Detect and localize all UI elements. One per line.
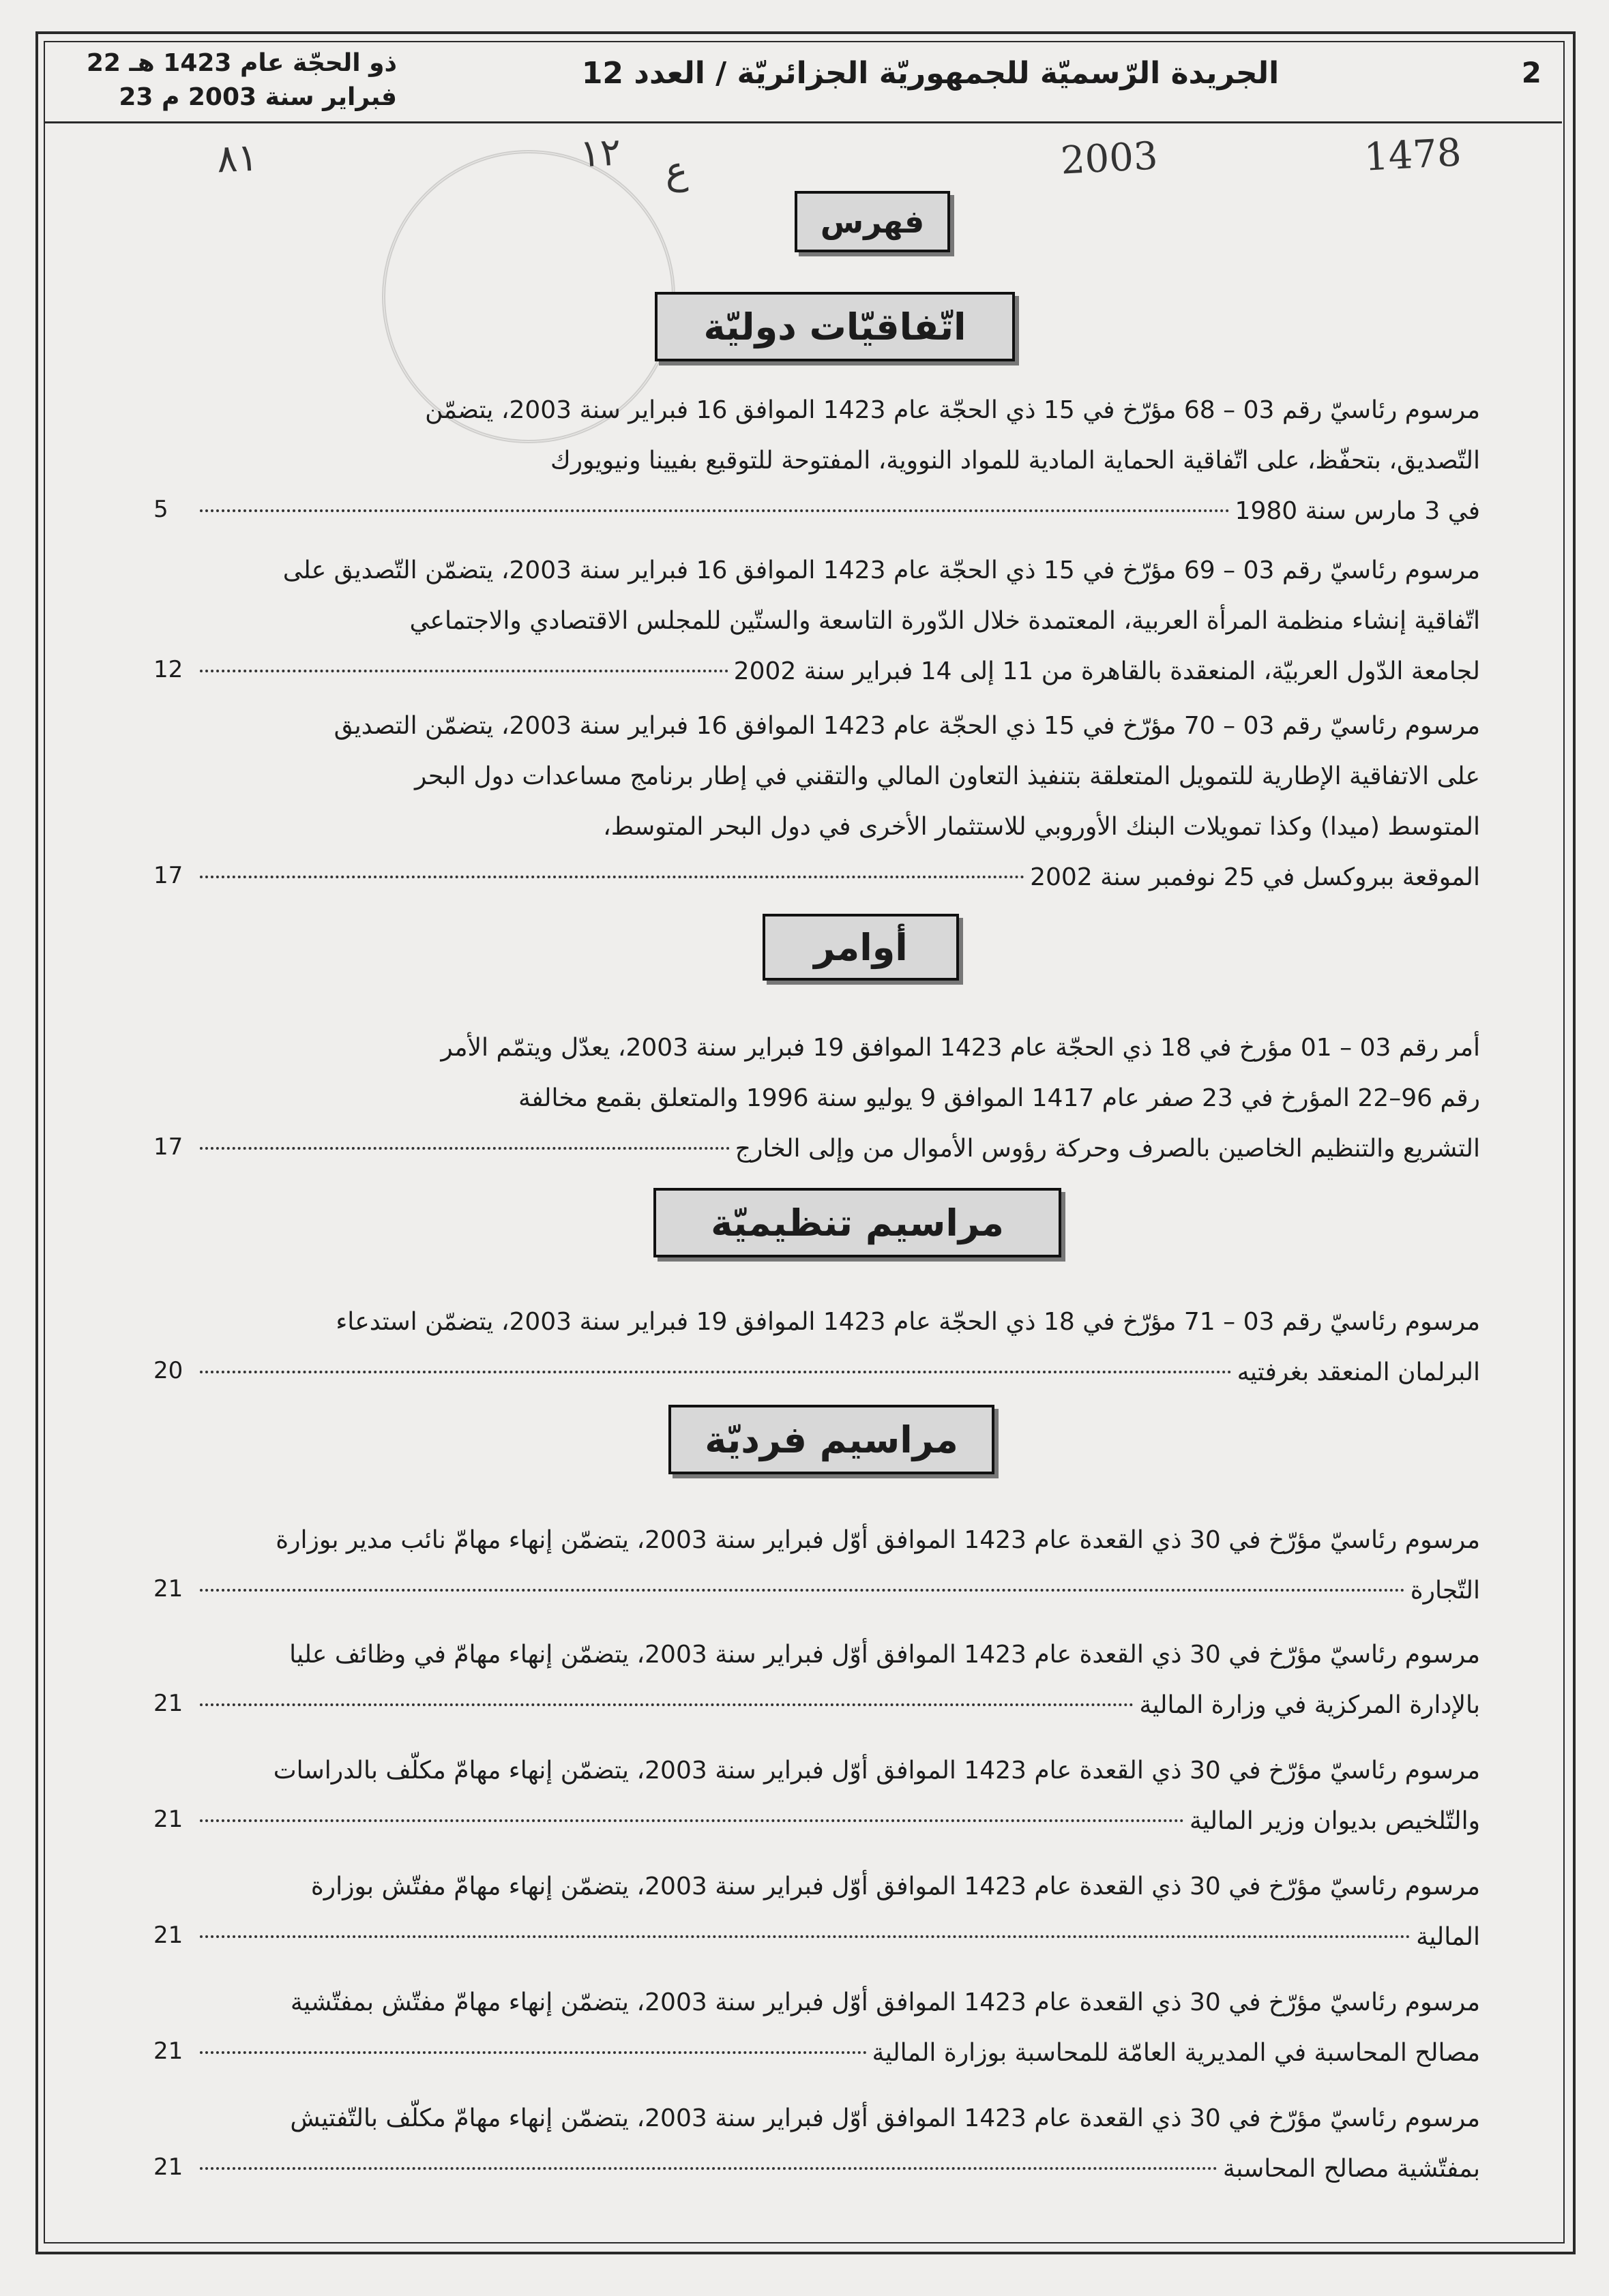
entry-last-text: المالية (1416, 1923, 1480, 1951)
entry-page-number: 21 (153, 1806, 183, 1833)
entry-line: مرسوم رئاسيّ مؤرّخ في 30 ذي القعدة عام 1423 الموافق أوّل فبراير سنة 2003، يتضمّن إنهاء مهامّ مكلّف بالتّفتيش (290, 2104, 1480, 2132)
dot-leader (200, 670, 728, 672)
entry-page-number: 21 (153, 2038, 183, 2065)
entry-last-text: التّجارة (1410, 1577, 1480, 1605)
index-entry (194, 1297, 1480, 1398)
index-title: فهرس (795, 191, 950, 252)
entry-line: على الاتفاقية الإطارية للتمويل المتعلقة بتنفيذ التعاون المالي والتقني في إطار برنامج مساعدات دول البحر (415, 762, 1480, 790)
header-page-number: 2 (1521, 56, 1541, 89)
entry-line: مرسوم رئاسيّ مؤرّخ في 30 ذي القعدة عام 1423 الموافق أوّل فبراير سنة 2003، يتضمّن إنهاء مهامّ مفتّش بوزارة (310, 1873, 1480, 1900)
dot-leader (200, 1703, 1134, 1706)
handwritten-number-left: ٨١ (216, 135, 259, 182)
entry-line: مرسوم رئاسيّ رقم 03 – 70 مؤرّخ في 15 ذي الحجّة عام 1423 الموافق 16 فبراير سنة 2003، يتضمّن التصديق (334, 712, 1480, 740)
section-title: أوامر (763, 914, 959, 981)
section-title: اتّفاقيّات دوليّة (655, 292, 1015, 361)
header-date-hijri: 22 ذو الحجّة عام 1423 هـ (86, 49, 397, 77)
entry-last-text: بالإدارة المركزية في وزارة المالية (1139, 1691, 1480, 1719)
dot-leader (200, 1935, 1411, 1938)
entry-page-number: 17 (153, 862, 183, 889)
dot-leader (200, 876, 1024, 878)
entry-last-text: بمفتّشية مصالح المحاسبة (1222, 2155, 1480, 2183)
entry-last-text: لجامعة الدّول العربيّة، المنعقدة بالقاهرة من 11 إلى 14 فبراير سنة 2002 (733, 657, 1480, 685)
index-entry (194, 546, 1480, 697)
handwritten-code: 1478 (1363, 130, 1463, 180)
dot-leader (200, 1819, 1184, 1822)
entry-page-number: 17 (153, 1133, 183, 1161)
page-header (44, 41, 1562, 123)
entry-last-line (194, 1566, 1480, 1616)
entry-last-text: في 3 مارس سنة 1980 (1235, 497, 1480, 525)
entry-last-line (194, 2144, 1480, 2194)
index-entry (194, 1630, 1480, 1731)
section-title: مراسيم تنظيميّة (653, 1188, 1061, 1257)
entry-line: اتّفاقية إنشاء منظمة المرأة العربية، المعتمدة خلال الدّورة التاسعة والستّين للمجلس الاقتصادي والاجتماعي (409, 607, 1480, 635)
entry-line: مرسوم رئاسيّ مؤرّخ في 30 ذي القعدة عام 1423 الموافق أوّل فبراير سنة 2003، يتضمّن إنهاء مهامّ مفتّش بمفتّشية (290, 1988, 1480, 2016)
index-entry (194, 1746, 1480, 1847)
entry-line: مرسوم رئاسيّ مؤرّخ في 30 ذي القعدة عام 1423 الموافق أوّل فبراير سنة 2003، يتضمّن إنهاء مهامّ مكلّف بالدراسات (273, 1757, 1480, 1785)
entry-page-number: 21 (153, 1690, 183, 1717)
header-title: الجريدة الرّسميّة للجمهوريّة الجزائريّة / العدد 12 (581, 56, 1280, 91)
header-date-gregorian: 23 فبراير سنة 2003 م (119, 83, 397, 111)
entry-last-line (194, 486, 1480, 537)
entry-last-text: والتّلخيص بديوان وزير المالية (1189, 1807, 1480, 1835)
index-entry (194, 1023, 1480, 1174)
entry-last-line (194, 852, 1480, 903)
entry-page-number: 5 (153, 496, 168, 523)
entry-page-number: 21 (153, 1575, 183, 1602)
entry-last-line (194, 1124, 1480, 1174)
entry-last-line (194, 1912, 1480, 1963)
handwritten-number-mid-a: ١٢ (578, 130, 622, 177)
entry-last-line (194, 646, 1480, 697)
dot-leader (200, 2167, 1217, 2170)
section-title: مراسيم فرديّة (668, 1405, 994, 1474)
dot-leader (200, 1147, 730, 1150)
entry-line: مرسوم رئاسيّ رقم 03 – 68 مؤرّخ في 15 ذي الحجّة عام 1423 الموافق 16 فبراير سنة 2003، يتضمّن (425, 396, 1480, 424)
entry-last-text: التشريع والتنظيم الخاصين بالصرف وحركة رؤوس الأموال من وإلى الخارج (735, 1135, 1480, 1163)
entry-line: المتوسط (ميدا) وكذا تمويلات البنك الأوروبي للاستثمار الأخرى في دول البحر المتوسط، (603, 813, 1480, 841)
entry-line: التّصديق، بتحفّظ، على اتّفاقية الحماية المادية للمواد النووية، المفتوحة للتوقيع بفيينا ونيويورك (550, 447, 1480, 475)
entry-last-line (194, 1680, 1480, 1731)
entry-line: مرسوم رئاسيّ رقم 03 – 69 مؤرّخ في 15 ذي الحجّة عام 1423 الموافق 16 فبراير سنة 2003، يتضمّن التّصديق على (282, 556, 1480, 584)
index-entry (194, 1515, 1480, 1616)
entry-line: أمر رقم 03 – 01 مؤرخ في 18 ذي الحجّة عام 1423 الموافق 19 فبراير سنة 2003، يعدّل ويتمّم الأمر (441, 1034, 1480, 1062)
entry-last-line (194, 1347, 1480, 1398)
entry-line: رقم 96–22 المؤرخ في 23 صفر عام 1417 الموافق 9 يوليو سنة 1996 والمتعلق بقمع مخالفة (518, 1084, 1480, 1112)
entry-page-number: 21 (153, 1922, 183, 1949)
index-entry (194, 1862, 1480, 1963)
entry-page-number: 20 (153, 1357, 183, 1384)
entry-page-number: 21 (153, 2153, 183, 2181)
entry-last-text: مصالح المحاسبة في المديرية العامّة للمحاسبة بوزارة المالية (872, 2039, 1480, 2067)
dot-leader (200, 509, 1230, 512)
dot-leader (200, 2051, 867, 2054)
entry-last-line (194, 1796, 1480, 1847)
dot-leader (200, 1371, 1232, 1373)
entry-line: مرسوم رئاسيّ مؤرّخ في 30 ذي القعدة عام 1423 الموافق أوّل فبراير سنة 2003، يتضمّن إنهاء مهامّ نائب مدير بوزارة (276, 1526, 1480, 1554)
entry-last-text: البرلمان المنعقد بغرفتيه (1237, 1358, 1480, 1386)
entry-line: مرسوم رئاسيّ مؤرّخ في 30 ذي القعدة عام 1423 الموافق أوّل فبراير سنة 2003، يتضمّن إنهاء مهامّ في وظائف عليا (289, 1641, 1480, 1669)
entry-line: مرسوم رئاسيّ رقم 03 – 71 مؤرّخ في 18 ذي الحجّة عام 1423 الموافق 19 فبراير سنة 2003، يتضمّن استدعاء (336, 1308, 1480, 1336)
index-entry (194, 385, 1480, 537)
dot-leader (200, 1589, 1405, 1592)
handwritten-number-mid-b: ع (664, 148, 690, 194)
handwritten-year: 2003 (1059, 134, 1160, 183)
index-entry (194, 2093, 1480, 2194)
entry-last-text: الموقعة ببروكسل في 25 نوفمبر سنة 2002 (1030, 863, 1480, 891)
index-entry (194, 701, 1480, 903)
entry-page-number: 12 (153, 656, 183, 683)
index-entry (194, 1978, 1480, 2078)
entry-last-line (194, 2028, 1480, 2078)
header-date (83, 46, 397, 115)
